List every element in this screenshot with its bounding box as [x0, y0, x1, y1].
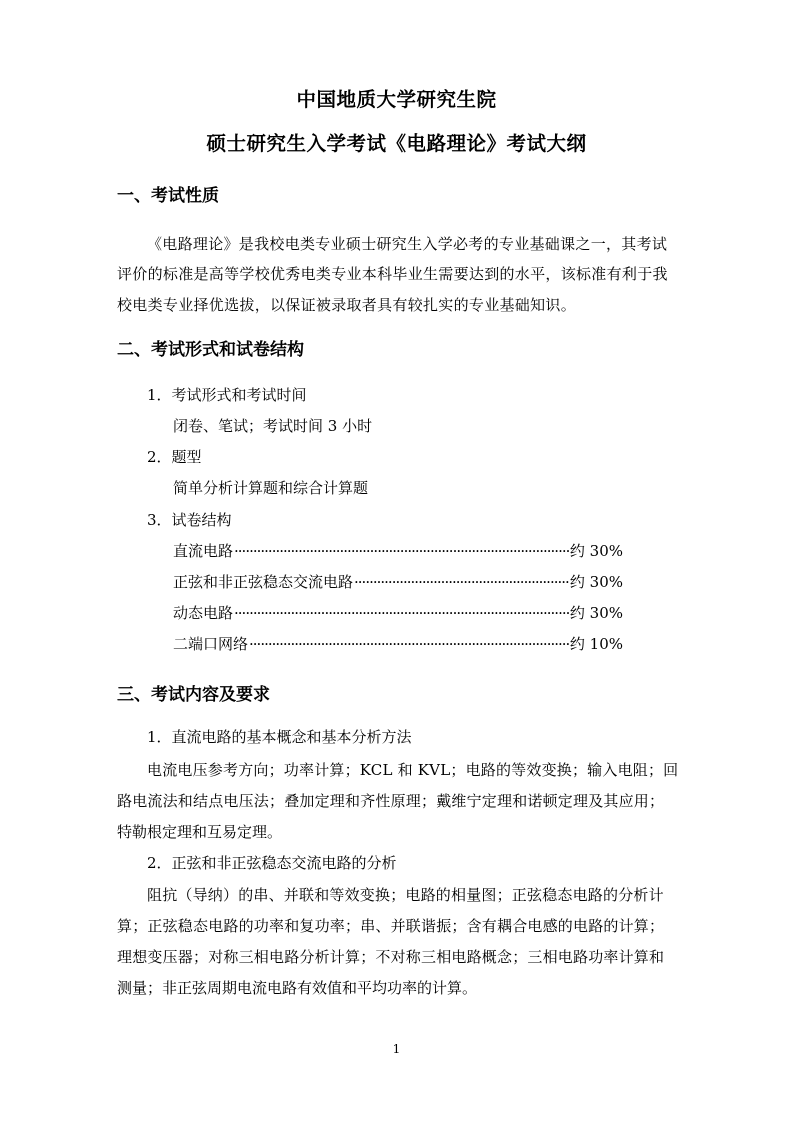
list-item-label: 2．题型 — [147, 448, 202, 466]
paragraph-line: 算；正弦稳态电路的功率和复功率；串、并联谐振；含有耦合电感的电路的计算； — [117, 917, 665, 935]
paragraph-line: 特勒根定理和互易定理。 — [117, 823, 283, 841]
dot-leader — [234, 604, 569, 622]
list-item-label: 2．正弦和非正弦稳态交流电路的分析 — [147, 854, 397, 872]
structure-row-name: 二端口网络 — [173, 635, 249, 653]
paragraph-line: 校电类专业择优选拔，以保证被录取者具有较扎实的专业基础知识。 — [117, 296, 577, 314]
structure-row-share: 约 30% — [569, 542, 623, 560]
dot-leader — [354, 573, 569, 591]
structure-row-share: 约 30% — [569, 604, 623, 622]
list-item-label: 1．直流电路的基本概念和基本分析方法 — [147, 728, 412, 746]
page-number: 1 — [392, 1042, 401, 1056]
structure-row — [173, 602, 623, 623]
structure-row — [173, 571, 623, 592]
section-heading-format: 二、考试形式和试卷结构 — [117, 340, 304, 360]
list-item-detail: 闭卷、笔试；考试时间 3 小时 — [173, 417, 373, 435]
paragraph-line: 评价的标准是高等学校优秀电类专业本科毕业生需要达到的水平，该标准有利于我 — [117, 265, 668, 283]
list-item-label: 3．试卷结构 — [147, 511, 232, 529]
section-heading-nature: 一、考试性质 — [117, 186, 219, 206]
structure-row-name: 动态电路 — [173, 604, 234, 622]
structure-row-share: 约 30% — [569, 573, 623, 591]
section-heading-content: 三、考试内容及要求 — [117, 685, 270, 705]
paragraph-line: 《电路理论》是我校电类专业硕士研究生入学必考的专业基础课之一，其考试 — [147, 235, 668, 253]
structure-row — [173, 540, 623, 561]
paragraph-line: 路电流法和结点电压法；叠加定理和齐性原理；戴维宁定理和诺顿定理及其应用； — [117, 792, 665, 810]
list-item-label: 1．考试形式和考试时间 — [147, 386, 307, 404]
dot-leader — [249, 635, 569, 653]
document-title: 硕士研究生入学考试《电路理论》考试大纲 — [206, 132, 587, 155]
institution-title: 中国地质大学研究生院 — [296, 88, 497, 111]
paragraph-line: 阻抗（导纳）的串、并联和等效变换；电路的相量图；正弦稳态电路的分析计 — [147, 886, 664, 904]
structure-row-name: 正弦和非正弦稳态交流电路 — [173, 573, 354, 591]
structure-row-name: 直流电路 — [173, 542, 234, 560]
paragraph-line: 理想变压器；对称三相电路分析计算；不对称三相电路概念；三相电路功率计算和 — [117, 948, 665, 966]
dot-leader — [234, 542, 569, 560]
paragraph-line: 测量；非正弦周期电流电路有效值和平均功率的计算。 — [117, 979, 478, 997]
paragraph-line: 电流电压参考方向；功率计算；KCL 和 KVL；电路的等效变换；输入电阻；回 — [147, 761, 679, 779]
structure-row — [173, 633, 623, 654]
list-item-detail: 简单分析计算题和综合计算题 — [173, 479, 369, 497]
structure-row-share: 约 10% — [569, 635, 623, 653]
